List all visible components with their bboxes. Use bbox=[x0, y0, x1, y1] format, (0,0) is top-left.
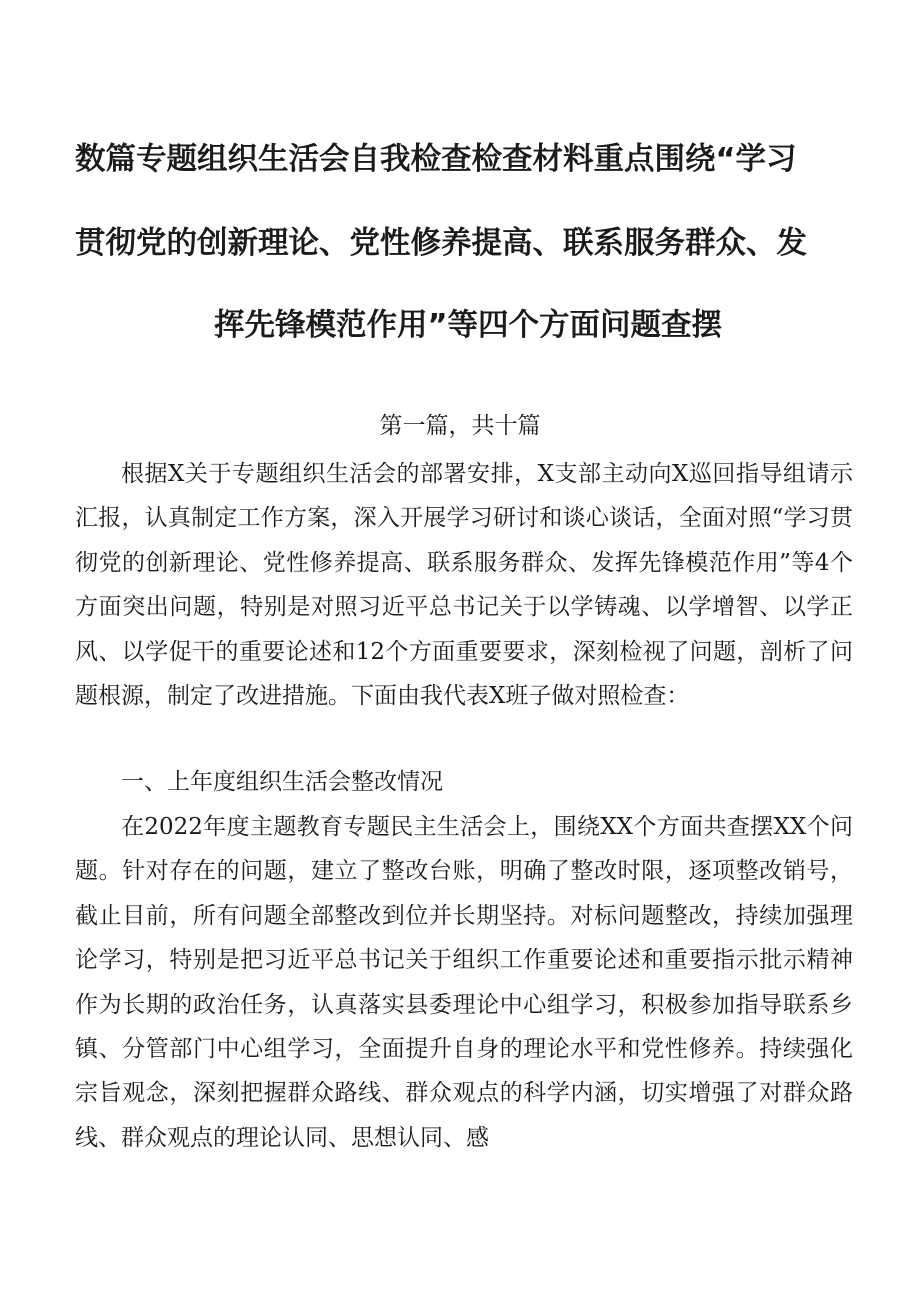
title-line-2: 贯彻党的创新理论、党性修养提高、联系服务群众、发 bbox=[75, 226, 807, 261]
title-line-3: 挥先锋模范作用”等四个方面问题查摆 bbox=[214, 308, 723, 343]
paragraph-intro: 根据X关于专题组织生活会的部署安排，X支部主动向X巡回指导组请示汇报，认真制定工作方案，深入开展学习研讨和谈心谈话，全面对照“学习贯彻党的创新理论、党性修养提高、联系服务群众、发挥先锋模范作用”等4个方面突出问题，特别是对照习近平总书记关于以学铸魂、以学增智、以学正风、以学促干的重要论述和12个方面重要要求，深刻检视了问题，剖析了问题根源，制定了改进措施。下面由我代表X班子做对照检查： bbox=[75, 461, 853, 710]
paragraph-rectification: 在2022年度主题教育专题民主生活会上，围绕XX个方面共查摆XX个问题。针对存在的问题，建立了整改台账，明确了整改时限，逐项整改销号，截止目前，所有问题全部整改到位并长期坚持。对标问题整改，持续加强理论学习，特别是把习近平总书记关于组织工作重要论述和重要指示批示精神作为长期的政治任务，认真落实县委理论中心组学习，积极参加指导联系乡镇、分管部门中心组学习，全面提升自身的理论水平和党性修养。持续强化宗旨观念，深刻把握群众路线、群众观点的科学内涵，切实增强了对群众路线、群众观点的理论认同、思想认同、感 bbox=[75, 814, 853, 1151]
title-line-1: 数篇专题组织生活会自我检查检查材料重点围绕“学习 bbox=[75, 142, 797, 177]
document-subtitle: 第一篇，共十篇 bbox=[379, 413, 541, 439]
section-heading-1: 一、上年度组织生活会整改情况 bbox=[121, 769, 443, 795]
